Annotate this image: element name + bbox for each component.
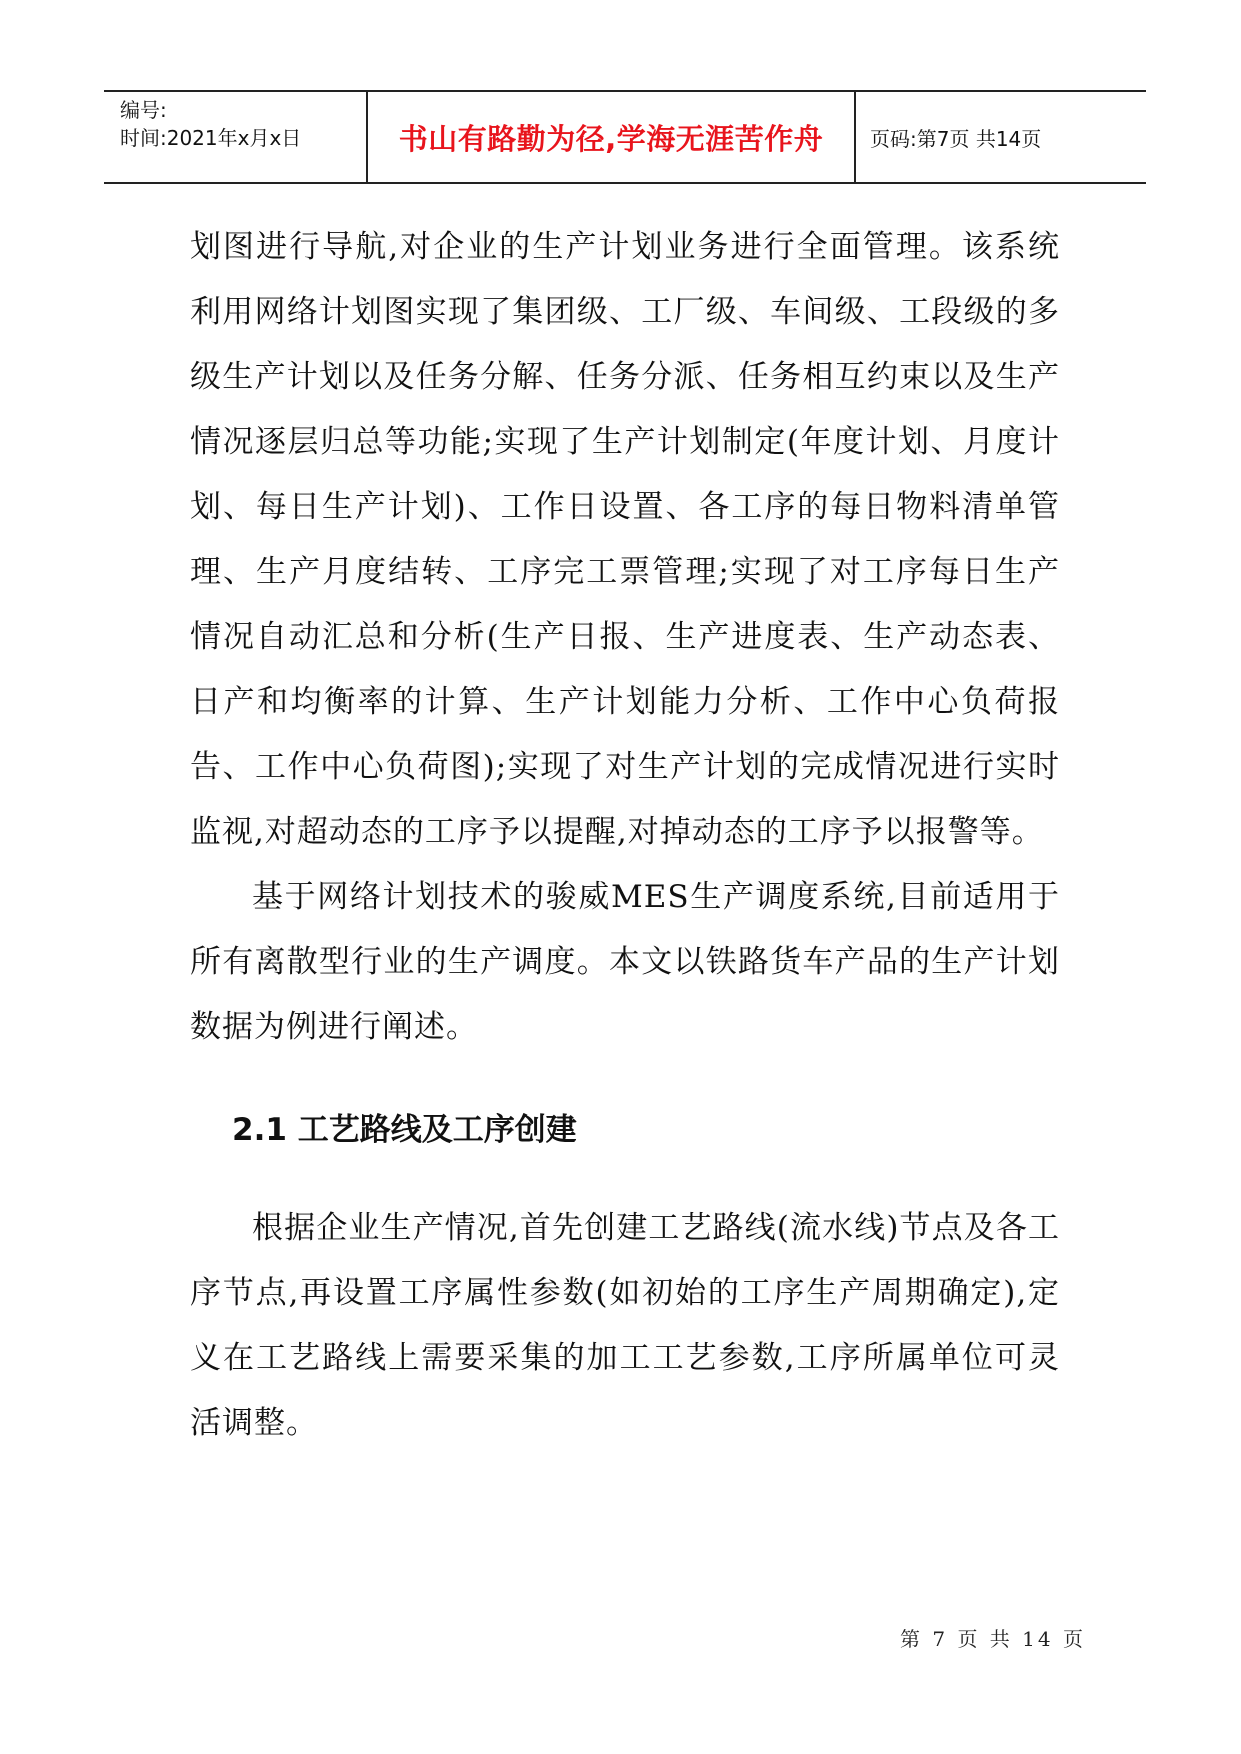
document-body <box>190 215 1060 1456</box>
header-page-number: 页码:第7页 共14页 <box>870 126 1042 151</box>
page-header <box>104 90 1146 184</box>
header-motto-cell <box>368 92 856 182</box>
header-page-cell <box>856 92 1146 182</box>
header-motto: 书山有路勤为径,学海无涯苦作舟 <box>398 121 824 156</box>
document-time-label: 时间:2021年x月x日 <box>120 126 302 150</box>
section-heading: 2.1 工艺路线及工序创建 <box>232 1112 577 1148</box>
body-paragraph-1: 划图进行导航,对企业的生产计划业务进行全面管理。该系统利用网络计划图实现了集团级、工厂级、车间级、工段级的多级生产计划以及任务分解、任务分派、任务相互约束以及生产情况逐层归总等功能;实现了生产计划制定(年度计划、月度计划、每日生产计划)、工作日设置、各工序的每日物料清单管理、生产月度结转、工序完工票管理;实现了对工序每日生产情况自动汇总和分析(生产日报、生产进度表、生产动态表、日产和均衡率的计算、生产计划能力分析、工作中心负荷报告、工作中心负荷图);实现了对生产计划的完成情况进行实时监视,对超动态的工序予以提醒,对掉动态的工序予以报警等。 <box>190 229 1060 850</box>
page-footer: 第 7 页 共 14 页 <box>900 1627 1086 1651</box>
document-number-label: 编号: <box>120 98 167 122</box>
body-paragraph-2: 基于网络计划技术的骏威MES生产调度系统,目前适用于所有离散型行业的生产调度。本文以铁路货车产品的生产计划数据为例进行阐述。 <box>190 879 1060 1045</box>
body-paragraph-3: 根据企业生产情况,首先创建工艺路线(流水线)节点及各工序节点,再设置工序属性参数(如初始的工序生产周期确定),定义在工艺路线上需要采集的加工工艺参数,工序所属单位可灵活调整。 <box>190 1210 1060 1441</box>
header-meta-cell <box>104 92 368 182</box>
